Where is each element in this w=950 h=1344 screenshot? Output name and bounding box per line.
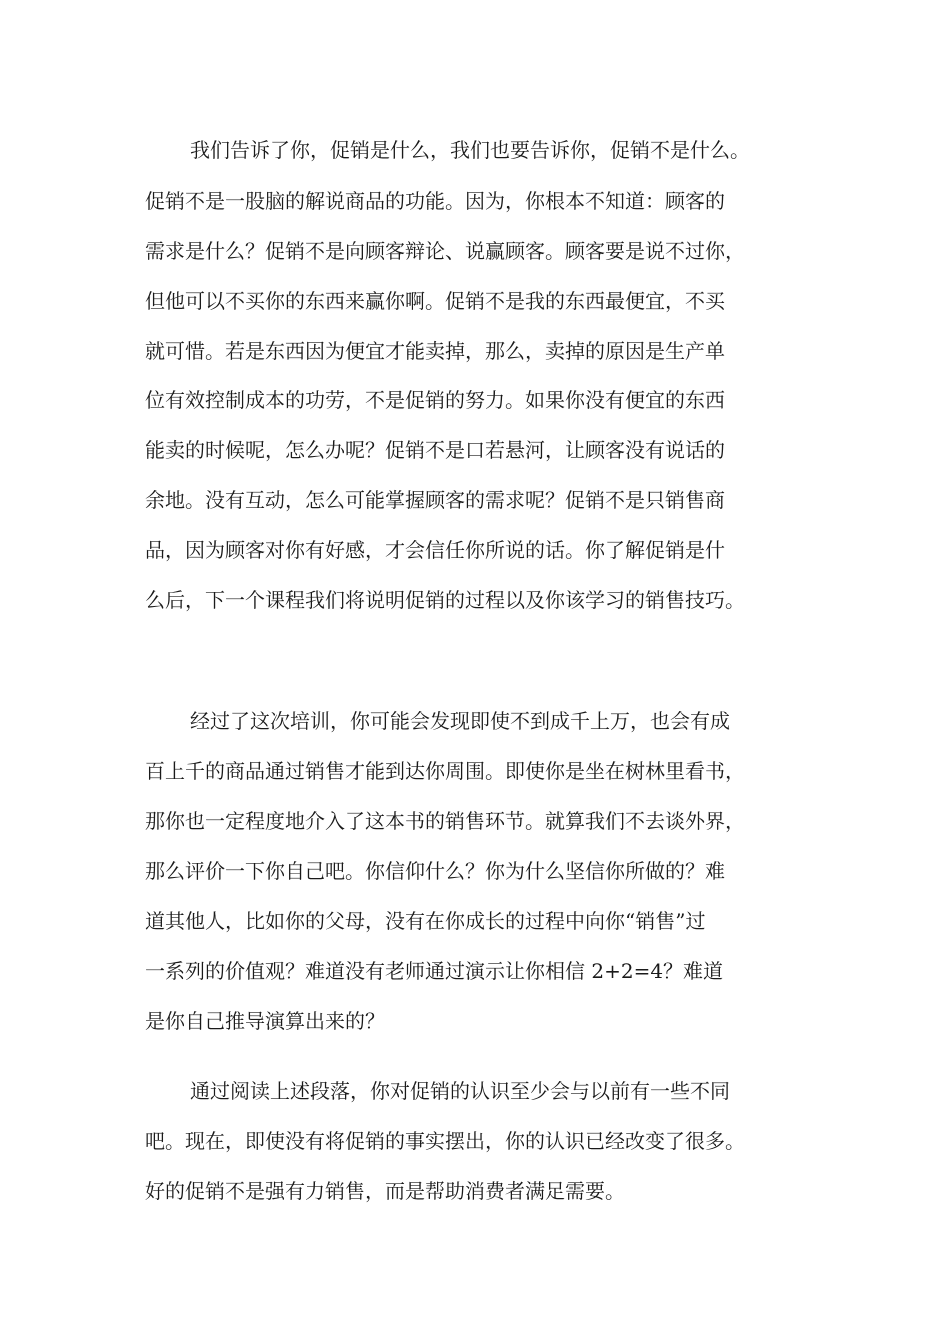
paragraph-1-line-10: 么后，下一个课程我们将说明促销的过程以及你该学习的销售技巧。: [145, 588, 745, 612]
paragraph-2-line-6: 一系列的价值观？难道没有老师通过演示让你相信 2+2=4？难道: [145, 959, 724, 983]
paragraph-1-line-4: 但他可以不买你的东西来赢你啊。促销不是我的东西最便宜，不买: [145, 289, 725, 313]
paragraph-1-line-7: 能卖的时候呢，怎么办呢？促销不是口若悬河，让顾客没有说话的: [145, 438, 725, 462]
paragraph-1-line-6: 位有效控制成本的功劳，不是促销的努力。如果你没有便宜的东西: [145, 388, 725, 412]
paragraph-2-line-5: 道其他人，比如你的父母，没有在你成长的过程中向你“销售”过: [145, 909, 706, 933]
paragraph-3-line-3: 好的促销不是强有力销售，而是帮助消费者满足需要。: [145, 1179, 625, 1203]
paragraph-2-line-2: 百上千的商品通过销售才能到达你周围。即使你是坐在树林里看书，: [145, 759, 745, 783]
paragraph-2-line-4: 那么评价一下你自己吧。你信仰什么？你为什么坚信你所做的？难: [145, 859, 725, 883]
paragraph-1-line-5: 就可惜。若是东西因为便宜才能卖掉，那么，卖掉的原因是生产单: [145, 339, 725, 363]
paragraph-1-line-8: 余地。没有互动，怎么可能掌握顾客的需求呢？促销不是只销售商: [145, 488, 725, 512]
paragraph-2-line-1: 经过了这次培训，你可能会发现即使不到成千上万，也会有成: [190, 709, 730, 733]
paragraph-1-line-9: 品，因为顾客对你有好感，才会信任你所说的话。你了解促销是什: [145, 538, 725, 562]
paragraph-1-line-2: 促销不是一股脑的解说商品的功能。因为，你根本不知道：顾客的: [145, 189, 725, 213]
paragraph-3-line-2: 吧。现在，即使没有将促销的事实摆出，你的认识已经改变了很多。: [145, 1129, 745, 1153]
paragraph-2-line-7: 是你自己推导演算出来的？: [145, 1009, 385, 1033]
paragraph-3-line-1: 通过阅读上述段落，你对促销的认识至少会与以前有一些不同: [190, 1079, 730, 1103]
paragraph-2-line-3: 那你也一定程度地介入了这本书的销售环节。就算我们不去谈外界，: [145, 809, 745, 833]
paragraph-1-line-1: 我们告诉了你，促销是什么，我们也要告诉你，促销不是什么。: [190, 138, 750, 162]
paragraph-1-line-3: 需求是什么？促销不是向顾客辩论、说赢顾客。顾客要是说不过你，: [145, 239, 745, 263]
